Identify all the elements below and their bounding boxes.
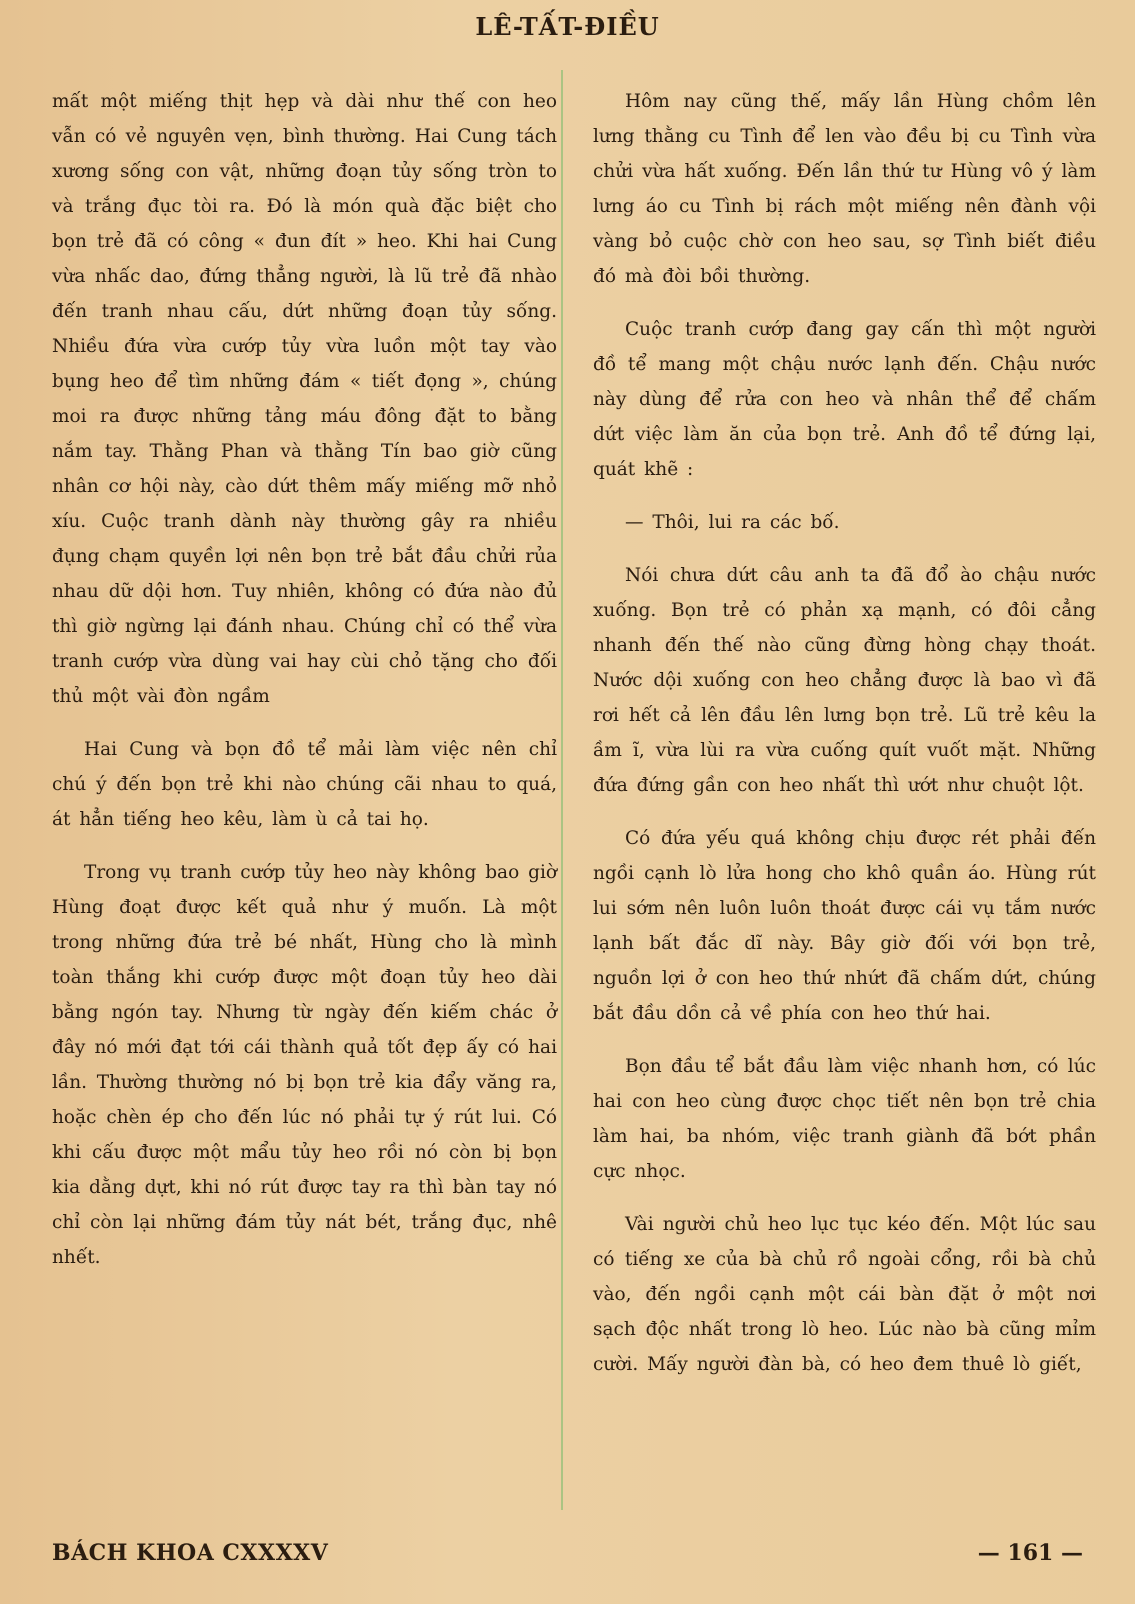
dialogue-line: — Thôi, lui ra các bố. (625, 512, 840, 533)
column-divider (561, 70, 563, 1510)
paragraph: Có đứa yếu quá không chịu được rét phải đến ngồi cạnh lò lửa hong cho khô quần áo. Hùng rút lui sớm nên luôn luôn thoát được cái vụ tắm nước lạnh bất đắc dĩ này. Bây giờ đối với bọn trẻ, nguồn lợi ở con heo thứ nhứt đã chấm dứt, chúng bắt đầu dồn cả về phía con heo thứ hai. (593, 828, 1096, 1024)
footer-magazine-title: BÁCH KHOA CXXXXV (52, 1540, 329, 1566)
paragraph: Vài người chủ heo lục tục kéo đến. Một lúc sau có tiếng xe của bà chủ rồ ngoài cổng, rồi bà chủ vào, đến ngồi cạnh một cái bàn đặt ở một nơi sạch độc nhất trong lò heo. Lúc nào bà cũng mỉm cười. Mấy người đàn bà, có heo đem thuê lò giết, (593, 1214, 1096, 1375)
paragraph: Cuộc tranh cướp đang gay cấn thì một người đồ tể mang một chậu nước lạnh đến. Chậu nước này dùng để rửa con heo và nhân thể để chấm dứt việc làm ăn của bọn trẻ. Anh đồ tể đứng lại, quát khẽ : (593, 319, 1096, 480)
paragraph: Hai Cung và bọn đồ tể mải làm việc nên chỉ chú ý đến bọn trẻ khi nào chúng cãi nhau to quá, át hẳn tiếng heo kêu, làm ù cả tai họ. (52, 739, 557, 830)
footer-page-number: — 161 — (977, 1540, 1083, 1566)
paragraph: Bọn đầu tể bắt đầu làm việc nhanh hơn, có lúc hai con heo cùng được chọc tiết nên bọn trẻ chia làm hai, ba nhóm, việc tranh giành đã bớt phần cực nhọc. (593, 1056, 1096, 1182)
paragraph: Hôm nay cũng thế, mấy lần Hùng chồm lên lưng thằng cu Tình để len vào đều bị cu Tình vừa chửi vừa hất xuống. Đến lần thứ tư Hùng vô ý làm lưng áo cu Tình bị rách một miếng nên đành vội vàng bỏ cuộc chờ con heo sau, sợ Tình biết điều đó mà đòi bồi thường. (593, 91, 1096, 287)
right-column (593, 84, 1096, 1400)
paragraph: mất một miếng thịt hẹp và dài như thế con heo vẫn có vẻ nguyên vẹn, bình thường. Hai Cung tách xương sống con vật, những đoạn tủy sống tròn to và trắng đục tòi ra. Đó là món quà đặc biệt cho bọn trẻ đã có công « đun đít » heo. Khi hai Cung vừa nhấc dao, đứng thẳng người, là lũ trẻ đã nhào đến tranh nhau cấu, dứt những đoạn tủy sống. Nhiều đứa vừa cướp tủy vừa luồn một tay vào bụng heo để tìm những đám « tiết đọng », chúng moi ra được những tảng máu đông đặt to bằng nắm tay. Thằng Phan và thằng Tín bao giờ cũng nhân cơ hội này, cào dứt thêm mấy miếng mỡ nhỏ xíu. Cuộc tranh dành này thường gây ra nhiều đụng chạm quyền lợi nên bọn trẻ bắt đầu chửi rủa nhau dữ dội hơn. Tuy nhiên, không có đứa nào đủ thì giờ ngừng lại đánh nhau. Chúng chỉ có thể vừa tranh cướp vừa dùng vai hay cùi chỏ tặng cho đối thủ một vài đòn ngầm (52, 91, 557, 707)
page-header-author: LÊ-TẤT-ĐIỀU (475, 12, 660, 41)
left-column (52, 84, 557, 1293)
paragraph: Trong vụ tranh cướp tủy heo này không bao giờ Hùng đoạt được kết quả như ý muốn. Là một trong những đứa trẻ bé nhất, Hùng cho là mình toàn thắng khi cướp được một đoạn tủy heo dài bằng ngón tay. Nhưng từ ngày đến kiếm chác ở đây nó mới đạt tới cái thành quả tốt đẹp ấy có hai lần. Thường thường nó bị bọn trẻ kia đẩy văng ra, hoặc chèn ép cho đến lúc nó phải tự ý rút lui. Có khi cấu được một mẩu tủy heo rồi nó còn bị bọn kia dằng dựt, khi nó rút được tay ra thì bàn tay nó chỉ còn lại những đám tủy nát bét, trắng đục, nhê nhết. (52, 862, 557, 1268)
paragraph: Nói chưa dứt câu anh ta đã đổ ào chậu nước xuống. Bọn trẻ có phản xạ mạnh, có đôi cẳng nhanh đến thế nào cũng đừng hòng chạy thoát. Nước dội xuống con heo chẳng được là bao vì đã rơi hết cả lên đầu lên lưng bọn trẻ. Lũ trẻ kêu la ầm ĩ, vừa lùi ra vừa cuống quít vuốt mặt. Những đứa đứng gần con heo nhất thì ướt như chuột lột. (593, 565, 1096, 796)
